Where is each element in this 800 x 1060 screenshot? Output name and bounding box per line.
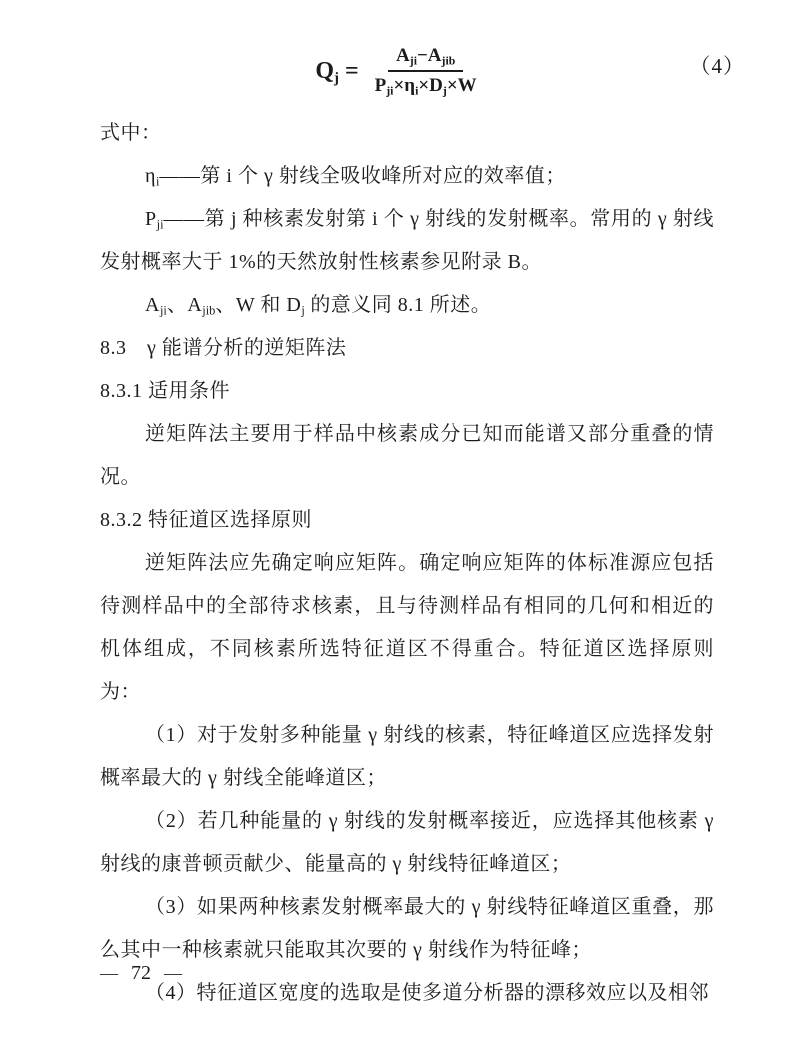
paragraph: $P_{ji}——$第 j 种核素发射第 i 个 γ 射线的发射概率。常用的 γ 射线发射概率大于 1%的天然放射性核素参见附录 B。 xyxy=(100,208,714,273)
paragraph: 逆矩阵法主要用于样品中核素成分已知而能谱又部分重叠的情况。 xyxy=(100,423,714,488)
formula-fraction xyxy=(367,45,485,97)
paragraph: $\eta_i——$第 i 个 γ 射线全吸收峰所对应的效率值； xyxy=(145,165,566,189)
formula-lhs: $Q_j$ xyxy=(315,57,339,86)
page-number: 72 xyxy=(131,962,151,984)
footer-right-dash: — xyxy=(164,963,182,983)
paragraph: $A_{ji}$、$A_{jib}$、W 和 $D_j$ 的意义同 8.1 所述。 xyxy=(145,294,492,318)
paragraph: （1）对于发射多种能量 γ 射线的核素，特征峰道区应选择发射概率最大的 γ 射线全能峰道区； xyxy=(100,724,714,789)
equation-4 xyxy=(100,36,745,106)
section-heading: 8.3.1 适用条件 xyxy=(100,380,230,402)
footer-left-dash: — xyxy=(100,963,118,983)
paragraph: （4）特征道区宽度的选取是使多道分析器的漂移效应以及相邻 xyxy=(145,982,709,1004)
formula-denominator: $P_{ji}\times\eta_i\times D_j\times W$ xyxy=(374,75,477,98)
paragraph: （2）若几种能量的 γ 射线的发射概率接近，应选择其他核素 γ 射线的康普顿贡献少、能量高的 γ 射线特征峰道区； xyxy=(100,810,714,875)
paragraph: 逆矩阵法应先确定响应矩阵。确定响应矩阵的体标准源应包括待测样品中的全部待求核素，且与待测样品有相同的几何和相近的机体组成，不同核素所选特征道区不得重合。特征道区选择原则为： xyxy=(100,552,714,703)
formula-numerator: $A_{ji}-A_{jib}$ xyxy=(388,45,463,72)
document-body xyxy=(0,106,800,1015)
section-heading: 8.3.2 特征道区选择原则 xyxy=(100,509,312,531)
section-heading: 8.3 γ 能谱分析的逆矩阵法 xyxy=(100,337,347,359)
page-footer xyxy=(100,962,182,985)
equation-number: （4） xyxy=(689,54,745,78)
formula-equals: = xyxy=(344,57,359,84)
paragraph: （3）如果两种核素发射概率最大的 γ 射线特征峰道区重叠，那么其中一种核素就只能取其次要的 γ 射线作为特征峰； xyxy=(100,896,714,961)
paragraph: 式中： xyxy=(100,122,162,144)
